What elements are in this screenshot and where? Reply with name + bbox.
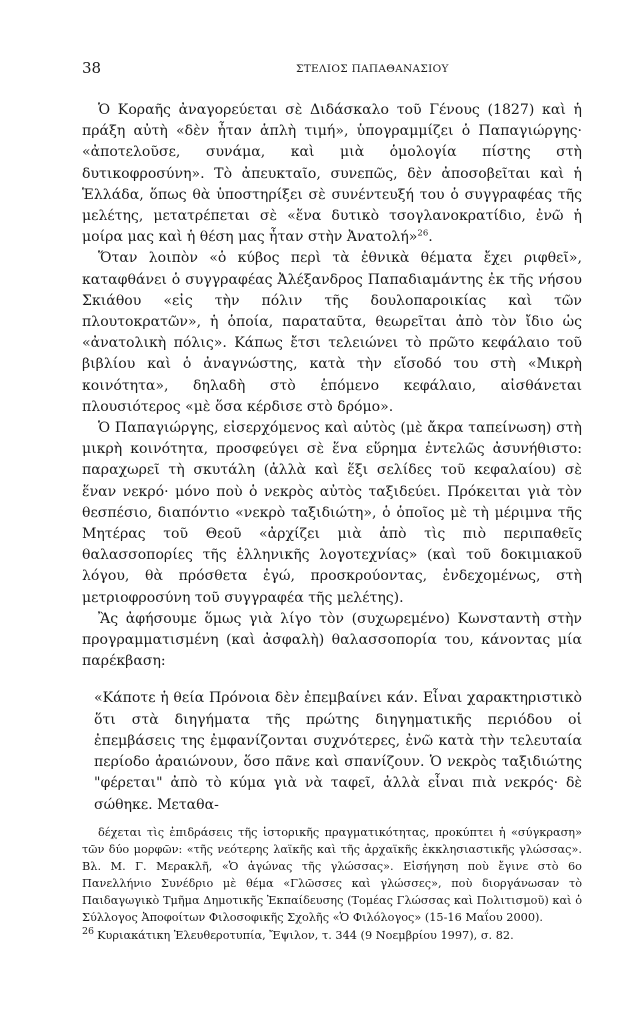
- footnote-continuation: δέχεται τὶς ἐπιδράσεις τῆς ἱστορικῆς πραγματικότητας, προκύπτει ἡ «σύγκραση» τῶν δύο μορφῶν: «τῆς νεότερης λαϊκῆς καὶ τῆς ἀρχαϊκῆς ἐκκλησιαστικῆς γλώσσας». Βλ. Μ. Γ. Μερακλῆ, «Ὁ ἀγώνας τῆς γλώσσας». Εἰσήγηση ποὺ ἔγινε στὸ 6ο Πανελλήνιο Συνέδριο μὲ θέμα «Γλῶσσες καὶ γλώσσες», ποὺ διοργάνωσαν τὸ Παιδαγωγικὸ Τμῆμα Δημοτικῆς Ἐκπαίδευσης (Τομέας Γλώσσας καὶ Πολιτισμοῦ) καὶ ὁ Σύλλογος Ἀποφοίτων Φιλοσοφικῆς Σχολῆς «Ὁ Φιλόλογος» (15-16 Μαΐου 2000).: [82, 826, 582, 924]
- footnote-text: Κυριακάτικη Ἐλευθεροτυπία, Ἔψιλον, τ. 344 (9 Νοεμβρίου 1997), σ. 82.: [97, 929, 514, 942]
- page-header: [82, 58, 582, 78]
- page-number: 38: [82, 59, 102, 77]
- paragraph: Ὁ Παπαγιώργης, εἰσερχόμενος καὶ αὐτὸς (μὲ ἄκρα ταπείνωση) στὴ μικρὴ κοινότητα, προσφεύγει σὲ ἕνα εὕρημα ἐντελῶς ἀσυνήθιστο: παραχωρεῖ τὴ σκυτάλη (ἀλλὰ καὶ ἕξι σελίδες τοῦ κεφαλαίου) σὲ ἕναν νεκρό· μόνο ποὺ ὁ νεκρὸς αὐτὸς ταξιδεύει. Πρόκειται γιὰ τὸν θεσπέσιο, διαπόντιο «νεκρὸ ταξιδιώτη», ὁ ὁποῖος μὲ τὴ μέριμνα τῆς Μητέρας τοῦ Θεοῦ «ἀρχίζει μιὰ ἀπὸ τὶς πιὸ περιπαθεῖς θαλασσοπορίες τῆς ἑλληνικῆς λογοτεχνίας» (καὶ τοῦ δοκιμιακοῦ λόγου, θὰ πρόσθετα ἐγώ, προσκρούοντας, ἐνδεχομένως, στὴ μετριοφροσύνη τοῦ συγγραφέα τῆς μελέτης).: [82, 420, 582, 606]
- paragraph: Ὁ Κοραῆς ἀναγορεύεται σὲ Διδάσκαλο τοῦ Γένους (1827) καὶ ἡ πράξη αὐτὴ «δὲν ἦταν ἁπλὴ τιμή», ὑπογραμμίζει ὁ Παπαγιώργης· «ἀποτελοῦσε, συνάμα, καὶ μιὰ ὁμολογία πίστης στὴ δυτικοφροσύνη». Τὸ ἀπευκταῖο, συνεπῶς, δὲν ἀποσοβεῖται καὶ ἡ Ἑλλάδα, ὅπως θὰ ὑποστηρίξει σὲ συνέντευξή του ὁ συγγραφέας τῆς μελέτης, μετατρέπεται σὲ «ἕνα δυτικὸ τσογλανοκρατίδιο, ἐνῶ ἡ μοίρα μας καὶ ἡ θέση μας ἦταν στὴν Ἀνατολή»$^{26}$.: [82, 102, 582, 246]
- footnote-number: 26: [82, 926, 95, 938]
- main-text: [82, 100, 582, 816]
- paragraph-text: Ὁ Κοραῆς ἀναγορεύεται σὲ Διδάσκαλο τοῦ Γένους (1827) καὶ ἡ πράξη αὐτὴ «δὲν ἦταν ἁπλὴ τιμή», ὑπογραμμίζει ὁ Παπαγιώργης· «ἀποτελοῦσε, συνάμα, καὶ μιὰ ὁμολογία πίστης στὴ δυτικοφροσύνη». Τὸ ἀπευκταῖο, συνεπῶς, δὲν ἀποσοβεῖται καὶ ἡ Ἑλλάδα, ὅπως θὰ ὑποστηρίξει σὲ συνέντευξή του ὁ συγγραφέας τῆς μελέτης, μετατρέπεται σὲ «ἕνα δυτικὸ τσογλανοκρατίδιο, ἐνῶ ἡ μοίρα μας καὶ ἡ θέση μας ἦταν στὴν Ἀνατολή»: [82, 102, 582, 246]
- paragraph: Ὅταν λοιπὸν «ὁ κύβος περὶ τὰ ἐθνικὰ θέματα ἔχει ριφθεῖ», καταφθάνει ὁ συγγραφέας Ἀλέξανδρος Παπαδιαμάντης ἐκ τῆς νήσου Σκιάθου «εἰς τὴν πόλιν τῆς δουλοπαροικίας καὶ τῶν πλουτοκρατῶν», ἡ ὁποία, παραταῦτα, θεωρεῖται ἀπὸ τὸν ἴδιο ὡς «ἀνατολικὴ πόλις». Κάπως ἔτσι τελειώνει τὸ πρῶτο κεφάλαιο τοῦ βιβλίου καὶ ὁ ἀναγνώστης, κατὰ τὴν εἴσοδό του στὴ «Μικρὴ κοινότητα», δηλαδὴ στὸ ἑπόμενο κεφάλαιο, αἰσθάνεται πλουσιότερος «μὲ ὅσα κέρδισε στὸ δρόμο».: [82, 250, 582, 415]
- running-head: ΣΤΕΛΙΟΣ ΠΑΠΑΘΑΝΑΣΙΟΥ: [296, 63, 449, 75]
- footnote-26: [82, 927, 582, 944]
- footnotes: [82, 824, 582, 944]
- paragraph: Ἂς ἀφήσουμε ὅμως γιὰ λίγο τὸν (συχωρεμένο) Κωνσταντὴ στὴν προγραμματισμένη (καὶ ἀσφαλὴ) θαλασσοπορία του, κάνοντας μία παρέκβαση:: [82, 610, 582, 670]
- block-quote: «Κάποτε ἡ θεία Πρόνοια δὲν ἐπεμβαίνει κάν. Εἶναι χαρακτηριστικὸ ὅτι στὰ διηγήματα τῆς πρώτης διηγηματικῆς περιόδου οἱ ἐπεμβάσεις της ἐμφανίζονται συχνότερες, ἐνῶ κατὰ τὴν τελευταία περίοδο ἀραιώνουν, ὅσο πᾶνε καὶ σπανίζουν. Ὁ νεκρὸς ταξιδιώτης "φέρεται" ἀπὸ τὸ κύμα γιὰ νὰ ταφεῖ, ἀλλὰ εἶναι πιὰ νεκρός· δὲ σώθηκε. Μεταθα-: [94, 690, 582, 813]
- footnote-reference: 26: [417, 228, 429, 239]
